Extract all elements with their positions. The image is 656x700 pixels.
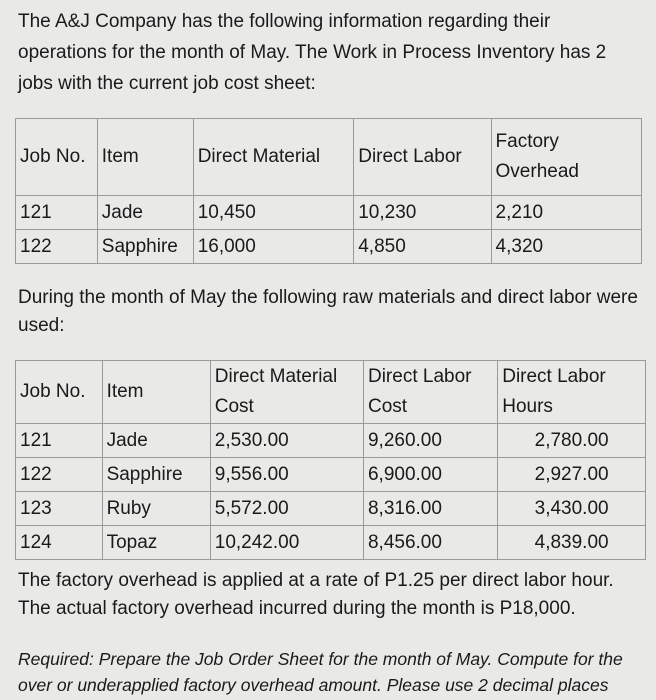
- table-row: [16, 526, 646, 560]
- header-direct-material-cost: Direct Material Cost: [210, 361, 363, 424]
- cell-item: Sapphire: [97, 230, 193, 264]
- header-direct-material: Direct Material: [193, 119, 354, 196]
- cell-item: Sapphire: [102, 458, 210, 492]
- cell-direct-labor-cost: 8,456.00: [363, 526, 497, 560]
- cell-direct-labor-hours: 2,927.00: [498, 458, 646, 492]
- intro-paragraph: The A&J Company has the following information regarding their operations for the month of May. The Work in Process Inventory has 2 jobs with the current job cost sheet:: [18, 11, 607, 94]
- cell-direct-material-cost: 9,556.00: [210, 458, 363, 492]
- cell-direct-material-cost: 5,572.00: [210, 492, 363, 526]
- cell-direct-labor: 10,230: [354, 196, 491, 230]
- cell-direct-labor-hours: 3,430.00: [498, 492, 646, 526]
- cell-item: Jade: [97, 196, 193, 230]
- cell-direct-material-cost: 10,242.00: [210, 526, 363, 560]
- header-direct-labor: Direct Labor: [354, 119, 491, 196]
- header-job-no: Job No.: [16, 361, 103, 424]
- table-row: [16, 458, 646, 492]
- header-job-no: Job No.: [16, 119, 98, 196]
- cell-item: Jade: [102, 424, 210, 458]
- cell-item: Ruby: [102, 492, 210, 526]
- cell-direct-labor-cost: 6,900.00: [363, 458, 497, 492]
- table-row: [16, 230, 642, 264]
- cell-job-no: 124: [16, 526, 103, 560]
- cell-direct-material: 10,450: [193, 196, 354, 230]
- header-factory-overhead: Factory Overhead: [491, 119, 641, 196]
- cell-direct-labor-hours: 2,780.00: [498, 424, 646, 458]
- job-cost-sheet-table: [15, 118, 642, 264]
- cell-direct-labor-cost: 9,260.00: [363, 424, 497, 458]
- may-usage-table: [15, 360, 646, 560]
- table-row: [16, 492, 646, 526]
- header-direct-labor-hours: Direct Labor Hours: [498, 361, 646, 424]
- cell-job-no: 121: [16, 424, 103, 458]
- cell-job-no: 122: [16, 230, 98, 264]
- during-paragraph: During the month of May the following raw materials and direct labor were used:: [18, 287, 638, 336]
- cell-direct-labor-cost: 8,316.00: [363, 492, 497, 526]
- cell-direct-labor: 4,850: [354, 230, 491, 264]
- cell-factory-overhead: 4,320: [491, 230, 641, 264]
- table-header-row: [16, 361, 646, 424]
- cell-direct-labor-hours: 4,839.00: [498, 526, 646, 560]
- cell-direct-material-cost: 2,530.00: [210, 424, 363, 458]
- cell-job-no: 123: [16, 492, 103, 526]
- cell-item: Topaz: [102, 526, 210, 560]
- required-paragraph: Required: Prepare the Job Order Sheet for the month of May. Compute for the over or underapplied factory overhead amount. Please use 2 decimal places: [18, 649, 623, 695]
- table-header-row: [16, 119, 642, 196]
- header-item: Item: [97, 119, 193, 196]
- overhead-paragraph: The factory overhead is applied at a rate of P1.25 per direct labor hour. The actual factory overhead incurred during the month is P18,000.: [18, 570, 614, 619]
- cell-factory-overhead: 2,210: [491, 196, 641, 230]
- table-row: [16, 196, 642, 230]
- cell-direct-material: 16,000: [193, 230, 354, 264]
- cell-job-no: 121: [16, 196, 98, 230]
- header-direct-labor-cost: Direct Labor Cost: [363, 361, 497, 424]
- cell-job-no: 122: [16, 458, 103, 492]
- header-item: Item: [102, 361, 210, 424]
- table-row: [16, 424, 646, 458]
